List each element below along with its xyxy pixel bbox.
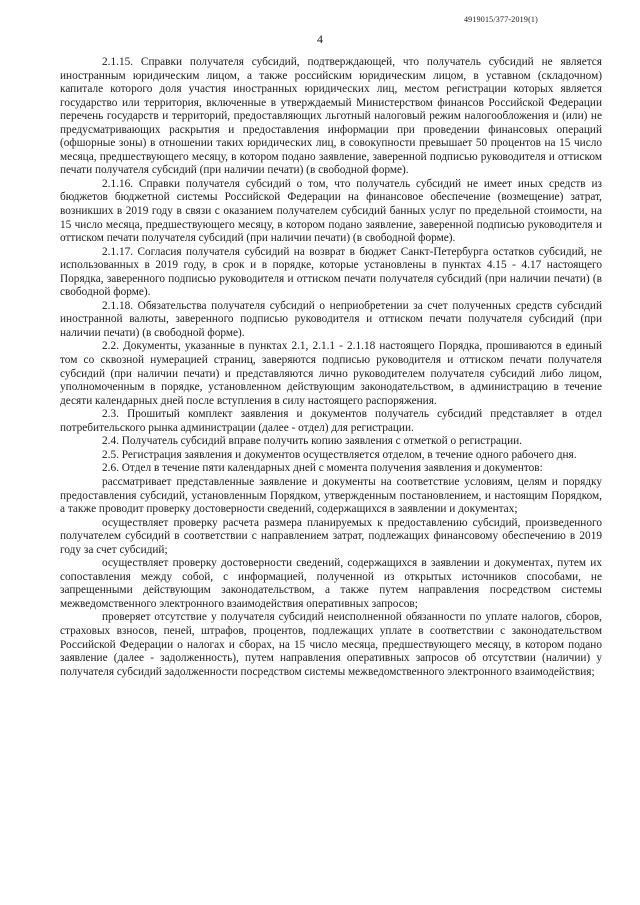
paragraph-2-6-review: рассматривает представленные заявление и документы на соответствие условиям, целям и порядку предоставления субсидий, установленным Порядком, утвержденным постановлением, и настоящим Порядком, а также проводит проверку достоверности сведений, содержащихся в заявлении и документах; [60,475,602,516]
document-registration-number: 4919015/377-2019(1) [463,15,538,24]
paragraph-2-1-18: 2.1.18. Обязательства получателя субсидий о неприобретении за счет полученных средств субсидий иностранной валюты, заверенного подписью руководителя и оттиском печати получателя субсидий (при наличии печати) (в свободной форме). [60,299,602,339]
paragraph-2-4: 2.4. Получатель субсидий вправе получить копию заявления с отметкой о регистрации. [102,435,523,448]
paragraph-2-2: 2.2. Документы, указанные в пунктах 2.1, 2.1.1 - 2.1.18 настоящего Порядка, прошиваются в единый том со сквозной нумерацией страниц, заверяются подписью руководителя и оттиском печати получателя субсидий (при наличии печати) и представляются лично руководителем получателя субсидий либо лицом, уполномоченным в порядке, установленном действующим законодательством, в администрацию в течение десяти календарных дней после вступления в силу настоящего распоряжения. [60,340,602,407]
paragraph-2-1-16: 2.1.16. Справки получателя субсидий о том, что получатель субсидий не имеет иных средств из бюджетов бюджетной системы Российской Федерации на финансовое обеспечение (возмещение) затрат, возникших в 2019 году в связи с оказанием получателем субсидий банных услуг по предельной стоимости, на 15 число месяца, предшествующего месяцу, в котором подано заявление, заверенной подписью руководителя и оттиском печати получателя субсидий (при наличии печати) (в свободной форме). [60,177,602,245]
page-number: 4 [317,32,323,46]
paragraph-2-3: 2.3. Прошитый комплект заявления и документов получатель субсидий представляет в отдел потребительского рынка администрации (далее - отдел) для регистрации. [60,408,602,434]
paragraph-2-5: 2.5. Регистрация заявления и документов осуществляется отделом, в течение одного рабочего дня. [102,448,577,461]
paragraph-2-1-15: 2.1.15. Справки получателя субсидий, подтверждающей, что получатель субсидий не является иностранным юридическим лицом, а также российским юридическим лицом, в уставном (складочном) капитале которого доля участия иностранных юридических лиц, местом регистрации которых является государство или территория, включенные в утверждаемый Министерством финансов Российской Федерации перечень государств и территорий, предоставляющих льготный налоговый режим налогообложения и (или) не предусматривающих раскрытия и предоставления информации при проведении финансовых операций (офшорные зоны) в отношении таких юридических лиц, в совокупности превышает 50 процентов на 15 число месяца, предшествующего месяцу, в котором подано заявление, заверенной подписью руководителя и оттиском печати получателя субсидий (при наличии печати) (в свободной форме). [60,56,602,177]
paragraph-2-6: 2.6. Отдел в течение пяти календарных дней с момента получения заявления и документов: [102,462,543,475]
paragraph-2-1-17: 2.1.17. Согласия получателя субсидий на возврат в бюджет Санкт-Петербурга остатков субсидий, не использованных в 2019 году, в срок и в порядке, которые установлены в пунктах 4.15 - 4.17 настоящего Порядка, заверенного подписью руководителя и оттиском печати получателя субсидий (при наличии печати) (в свободной форме). [60,245,602,299]
paragraph-2-6-accuracy-check: осуществляет проверку достоверности сведений, содержащихся в заявлении и документах, путем их сопоставления между собой, с информацией, полученной из открытых источников способами, не запрещенными действующим законодательством, а также путем направления посредством системы межведомственного электронного взаимодействия оперативных запросов; [60,557,602,610]
document-body [60,56,602,679]
paragraph-2-6-calculation-check: осуществляет проверку расчета размера планируемых к предоставлению субсидий, произведенного получателем субсидий в соответствии с направлением затрат, подлежащих финансовому обеспечению в 2019 году за счет субсидий; [60,516,602,556]
paragraph-2-6-debt-check: проверяет отсутствие у получателя субсидий неисполненной обязанности по уплате налогов, сборов, страховых взносов, пеней, штрафов, процентов, подлежащих уплате в соответствии с законодательством Российской Федерации о налогах и сборах, на 15 число месяца, предшествующего месяцу, в котором подано заявление (далее - задолженность), путем направления оперативных запросов об отсутствии (наличии) у получателя субсидий задолженности посредством системы межведомственного электронного взаимодействия; [60,611,602,678]
